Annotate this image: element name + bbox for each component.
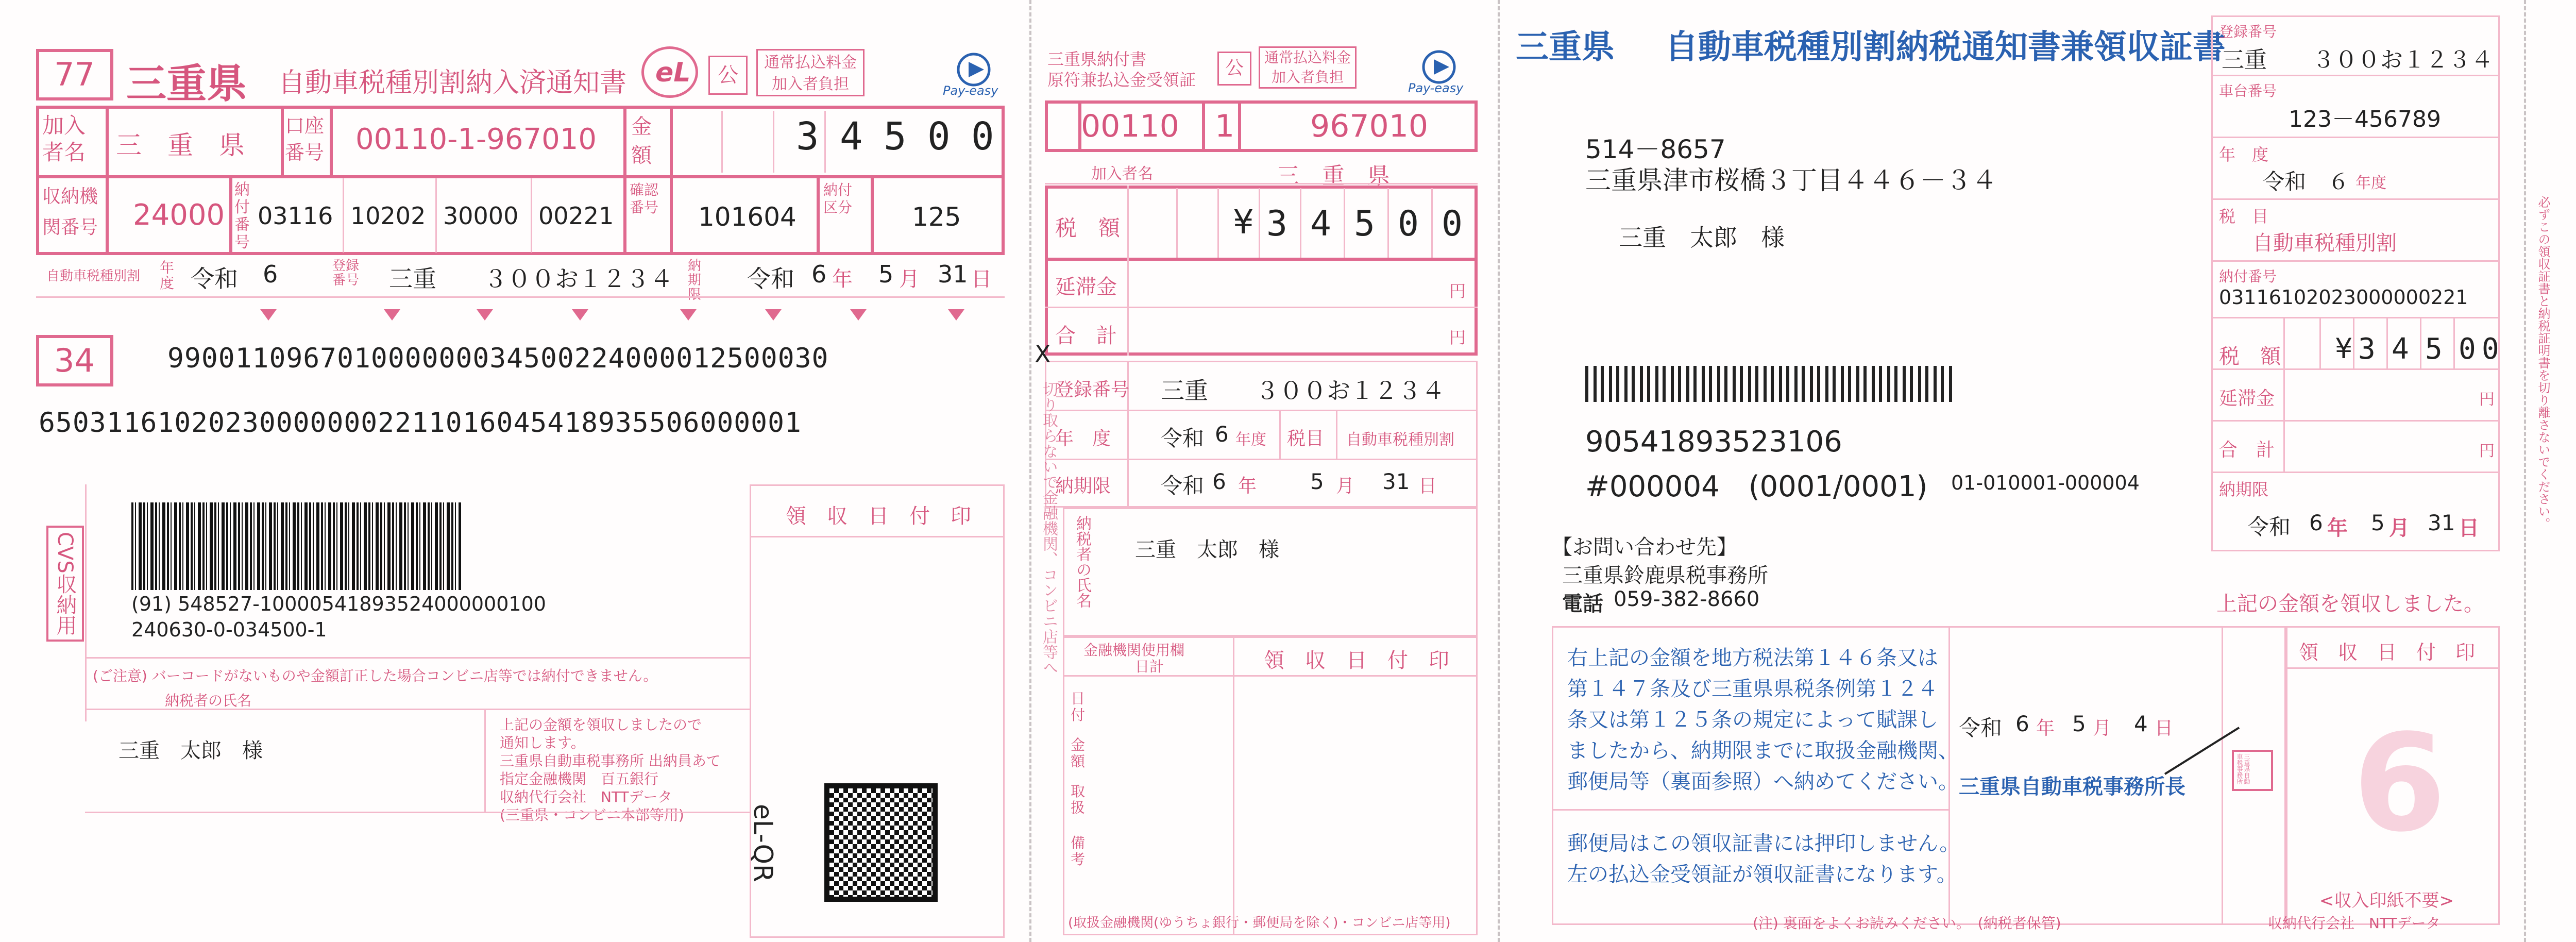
notice-line-2: 通知します。 [500, 734, 585, 751]
p3-address: 三重県津市桜橋３丁目４４６－３４ [1585, 165, 1997, 195]
amount-digit-1: 3 [796, 114, 819, 159]
amount-digit-4: 0 [927, 114, 951, 159]
p3-tel-label: 電話 [1562, 592, 1603, 616]
p2-en-2: 円 [1449, 328, 1466, 347]
p3-t-toroku: 登録番号 [2219, 23, 2277, 40]
p2-reiwa: 令和 [1161, 426, 1205, 451]
p3-name: 三重 太郎 様 [1619, 224, 1785, 251]
amount-digit-2: 4 [840, 114, 863, 159]
p2-payer-label: 納税者の氏名 [1073, 515, 1091, 608]
p2-receipt-stamp: 領 収 日 付 印 [1264, 649, 1449, 672]
p3-tel: 059-382-8660 [1614, 587, 1760, 611]
row3-nen: 年 [832, 267, 853, 291]
p2-zeimoku-val: 自動車税種別割 [1346, 431, 1454, 449]
p3-num2: #000004 (0001/0001) [1585, 470, 1928, 503]
p2-amount-digit-4: 0 [1398, 204, 1419, 244]
p2-due-year: 6 [1212, 469, 1226, 494]
p2-kanyu: 三 重 県 [1277, 163, 1390, 189]
row3-reiwa: 令和 [191, 265, 238, 293]
ocr-line-2: 650311610202300000002211016045418935506000001 [39, 407, 802, 439]
elqr-label: eL-QR [748, 804, 778, 882]
p2-nendo-label: 年 度 [1055, 428, 1111, 449]
p2-payer: 三重 太郎 様 [1135, 538, 1279, 562]
p2-zeimoku-label: 税目 [1287, 428, 1325, 449]
p3-t-nokigen: 納期限 [2219, 480, 2269, 499]
p2-koza-b: 1 [1215, 108, 1235, 144]
notice-line-5: 収納代行会社 NTTデータ [500, 788, 672, 805]
p3-t-zeimoku-val: 自動車税種別割 [2252, 231, 2397, 255]
p3-office: 三重県鈴鹿県税事務所 [1562, 564, 1768, 587]
p2-tsuki: 月 [1336, 476, 1355, 497]
row3-plate: 三重 ３００お１２３４ [389, 265, 673, 293]
p3-t-due-m: 5 [2371, 510, 2385, 535]
p3-big-six: 6 [2353, 706, 2446, 862]
p2-zeigaku: 税 額 [1055, 215, 1121, 241]
p3-notice-1: 右上記の金額を地方税法第１４６条又は [1567, 646, 1938, 670]
p3-postal: 514－8657 [1585, 134, 1726, 164]
p2-title-b: 原符兼払込金受領証 [1047, 70, 1196, 90]
p3-t-shadai: 車台番号 [2219, 82, 2277, 99]
p3-footer: (注) 裏面をよくお読みください。 (納税者保管) [1753, 915, 2061, 932]
p3-t-digit-4: 0 [2459, 332, 2476, 366]
notice-line-4: 指定金融機関 百五銀行 [500, 770, 659, 787]
panel-haraikomi-juryosho [1032, 0, 1497, 942]
row3-year: 6 [263, 260, 278, 288]
p3-t-hi: 日 [2459, 516, 2479, 540]
row3-tax-type: 自動車税種別割 [46, 268, 141, 284]
row3-due-year: 6 [811, 260, 827, 288]
p3-stamp-note: <収入印紙不要> [2319, 890, 2454, 911]
p3-t-shadai-val: 123－456789 [2289, 106, 2441, 132]
p3-t-digit-1: 3 [2358, 332, 2376, 366]
p3-t-en-1: 円 [2479, 391, 2495, 409]
row3-nokigen-label: 納期限 [688, 258, 702, 302]
p3-notice-4: ましたから、納期限までに取扱金融機関、 [1567, 739, 1959, 763]
row3-due-month: 5 [878, 260, 894, 288]
doc-title: 自動車税種別割納入済通知書 [278, 68, 627, 98]
p3-title: 自動車税種別割納税通知書兼領収証書 [1665, 28, 2226, 66]
p2-kanyu-label: 加入者名 [1091, 165, 1153, 183]
amount-digit-5: 0 [971, 114, 994, 159]
p2-nen: 年 [1238, 476, 1257, 497]
row3-hi: 日 [971, 267, 992, 291]
p3-title-pref: 三重県 [1516, 28, 1615, 66]
label-kingaku: 金額 [631, 115, 652, 167]
payer-label: 納税者の氏名 [165, 692, 252, 709]
barcode-line-2: 240630-0-034500-1 [131, 618, 327, 641]
p2-side-amount: 金額 [1071, 736, 1086, 770]
p2-goukei: 合 計 [1055, 324, 1117, 348]
p2-footer: (取扱金融機関(ゆうちょ銀行・郵便局を除く)・コンビニ店等用) [1068, 915, 1451, 931]
p2-due-reiwa: 令和 [1161, 473, 1205, 498]
payeasy-logo-icon: Pay-easy [948, 46, 1005, 98]
p3-date-hi: 日 [2155, 718, 2174, 739]
p3-official-seal: 三重県自動車税事務所 [2232, 750, 2273, 791]
payer-name: 三重 太郎 様 [118, 739, 263, 763]
p3-t-due-d: 31 [2428, 510, 2455, 535]
row3-toroku-label: 登録番号 [332, 258, 360, 288]
panel-nyukin-tsuchisho [0, 0, 1028, 942]
cvs-label: CVS収納用 [46, 526, 84, 642]
p3-t-en-2: 円 [2479, 442, 2495, 460]
p3-contact-title: 【お問い合わせ先】 [1552, 535, 1737, 559]
p3-t-nendo-val: 令和 ６ [2263, 169, 2350, 194]
cut-mark-x: X [1035, 340, 1051, 368]
p3-date-day: 4 [2134, 711, 2148, 736]
p3-date-reiwa: 令和 [1959, 715, 2003, 741]
p3-t-entai: 延滞金 [2219, 388, 2275, 409]
panel-ryoshu-shosho [1500, 0, 2523, 942]
p3-t-plate: 三重 ３００お１２３４ [2222, 47, 2494, 73]
p3-receipt-stamp: 領 収 日 付 印 [2299, 641, 2476, 664]
p3-t-due-reiwa: 令和 [2247, 514, 2291, 540]
p2-amount-digit-5: 0 [1442, 204, 1463, 244]
p2-plate: 三重 ３００お１２３４ [1161, 377, 1445, 405]
p3-customer-barcode [1585, 366, 1956, 402]
barcode-line-1: (91) 548527-10000541893524000000100 [131, 593, 546, 615]
receipt-stamp-label: 領 収 日 付 印 [786, 504, 971, 528]
p2-fin-label: 金融機関使用欄 [1083, 642, 1185, 659]
el-logo-icon: eL [641, 46, 698, 98]
p2-hi: 日 [1418, 476, 1437, 497]
row3-due-day: 31 [938, 260, 968, 288]
p2-yen: ¥ [1233, 204, 1254, 242]
panel-nozei-shomeisho [2527, 0, 2576, 942]
cut-label: 切り取らないで金融機関、コンビニ店等へ [1040, 381, 1058, 675]
p3-date-month: 5 [2072, 711, 2086, 736]
p2-amount-digit-3: 5 [1354, 204, 1375, 244]
p3-t-zeimoku: 税 目 [2219, 207, 2269, 226]
p3-notice-2: 第１４７条及び三重県県税条例第１２４ [1567, 677, 1938, 701]
p3-t-digit-3: 5 [2425, 332, 2443, 366]
kakunin-number: 101604 [698, 202, 796, 232]
p3-date-nen: 年 [2036, 718, 2055, 739]
p2-koza-a: 00110 [1081, 108, 1179, 144]
p3-notice2-2: 左の払込金受領証が領収証書になります。 [1567, 863, 1957, 886]
box-77-number: 77 [54, 56, 95, 93]
kanyu-name: 三 重 県 [116, 130, 245, 160]
p2-toroku-label: 登録番号 [1055, 379, 1130, 400]
p2-amount-digit-1: 3 [1266, 204, 1287, 244]
row3-tsuki: 月 [899, 267, 920, 291]
p3-t-nendo-suffix: 年度 [2355, 174, 2386, 192]
p2-fee-note: 通常払込料金加入者負担 [1259, 46, 1357, 89]
barcode-note: (ご注意) バーコードがないものや金額訂正した場合コンビニ店等では納付できません。 [93, 667, 658, 684]
p2-nokigen-label: 納期限 [1055, 476, 1111, 497]
nofu-2: 10202 [350, 202, 426, 230]
ocr-line-1: 990011096701000000034500224000012500030 [167, 343, 829, 374]
p2-year: 6 [1215, 422, 1229, 447]
row3-nendo-label: 年度 [160, 259, 175, 292]
shuno-number: 24000 [133, 198, 225, 232]
p2-entai: 延滞金 [1055, 275, 1117, 299]
p3-t-goukei: 合 計 [2219, 440, 2275, 461]
p3-t-nen: 年 [2327, 516, 2348, 540]
p2-due-month: 5 [1310, 469, 1324, 494]
p2-public-mark: 公 [1217, 52, 1251, 86]
p2-side-note: 備考 [1071, 834, 1086, 868]
notice-line-1: 上記の金額を領収しましたので [500, 716, 702, 733]
fee-note: 通常払込料金加入者負担 [756, 49, 865, 96]
p3-num1: 90541893523106 [1585, 425, 1842, 459]
doc-title-pref: 三重県 [126, 61, 247, 107]
p3-t-nofu: 納付番号 [2219, 268, 2277, 285]
p2-side-handling: 取扱 [1071, 783, 1086, 816]
p3-t-nendo: 年 度 [2219, 145, 2269, 164]
amount-digit-3: 5 [884, 114, 907, 159]
p2-side-date: 日付 [1071, 690, 1086, 724]
public-mark: 公 [708, 56, 748, 95]
label-nofu: 納付番号 [234, 181, 250, 251]
p2-fin-sub: 日計 [1135, 658, 1164, 675]
p3-notice-3: 条又は第１２５条の規定によって賦課し [1567, 708, 1938, 732]
nofu-1: 03116 [258, 202, 333, 230]
label-shuno: 収納機関番号 [42, 186, 98, 238]
p2-en-1: 円 [1449, 281, 1466, 301]
p2-nendo2: 年度 [1235, 431, 1266, 449]
label-kubun: 納付区分 [823, 181, 853, 216]
qr-code-icon [829, 788, 933, 897]
kubun-number: 125 [912, 202, 961, 232]
koza-number: 00110-1-967010 [355, 123, 597, 156]
p2-title-a: 三重県納付書 [1047, 49, 1147, 69]
p3-t-nofu-val: 03116102023000000221 [2219, 286, 2468, 309]
p4-side-note: 必ずこの領収証書と納税証明書を切り離さないでください。 [2536, 196, 2550, 530]
p2-payeasy-logo-icon: Pay-easy [1413, 44, 1470, 95]
nofu-4: 00221 [538, 202, 614, 230]
p3-t-due-y: 6 [2309, 510, 2323, 535]
label-kakunin: 確認番号 [630, 181, 659, 216]
p3-notice2-1: 郵便局はこの領収証書には押印しません。 [1567, 832, 1960, 855]
p3-t-yen: ¥ [2335, 332, 2353, 365]
p3-t-digit-2: 4 [2392, 332, 2409, 366]
p3-num2b: 01-010001-000004 [1951, 472, 2140, 494]
p3-t-digit-5: 0 [2482, 332, 2499, 366]
p3-notice-5: 郵便局等（裏面参照）へ納めてください。 [1567, 770, 1959, 794]
p3-t-zeigaku: 税 額 [2219, 345, 2281, 368]
label-koza: 口座番号 [285, 114, 325, 164]
p3-date-year: 6 [2015, 711, 2029, 736]
label-kanyu: 加入者名 [42, 113, 86, 165]
box-34-number: 34 [54, 342, 95, 379]
p3-company: 収納代行会社 NTTデータ [2268, 915, 2441, 932]
p2-due-day: 31 [1382, 469, 1410, 494]
p3-date-tsuki: 月 [2093, 718, 2112, 739]
notice-line-6: (三重県・コンビニ本部等用) [500, 806, 684, 823]
barcode [131, 502, 461, 590]
p3-office2: 三重県自動車税事務所長 [1959, 775, 2185, 799]
p2-koza-c: 967010 [1310, 108, 1429, 144]
notice-line-3: 三重県自動車税事務所 出納員あて [500, 752, 721, 769]
p2-amount-digit-2: 4 [1310, 204, 1331, 244]
p3-received-text: 上記の金額を領収しました。 [2216, 592, 2484, 616]
nofu-3: 30000 [443, 202, 519, 230]
row3-due-reiwa: 令和 [747, 265, 794, 293]
p3-t-tsuki: 月 [2389, 516, 2410, 540]
